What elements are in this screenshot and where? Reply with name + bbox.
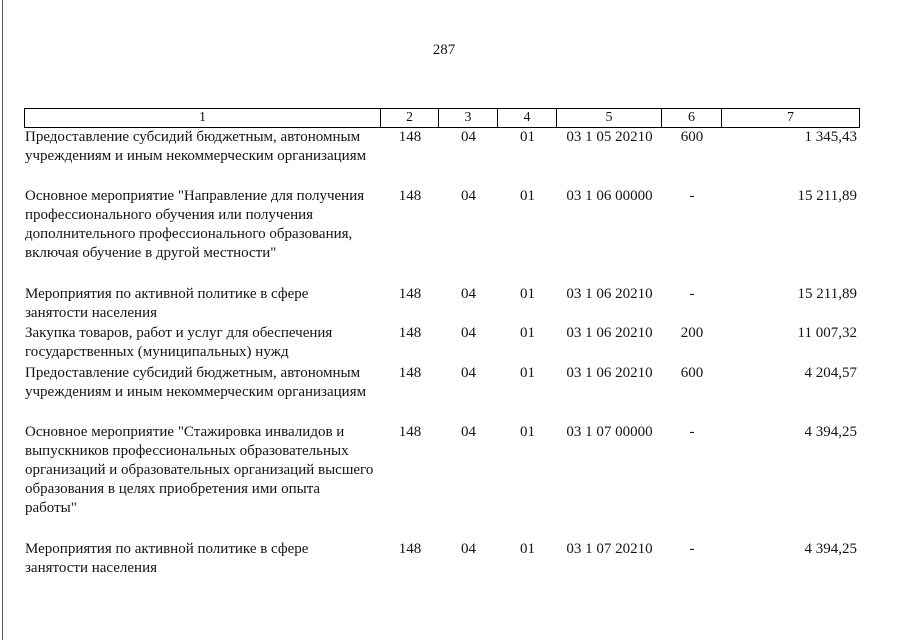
row-code-col3: 04	[461, 286, 476, 302]
row-code-col2: 148	[398, 365, 422, 381]
row-amount: 4 394,25	[804, 424, 857, 440]
row-name: Закупка товаров, работ и услуг для обеспечения государственных (муниципальных) нужд	[25, 325, 333, 360]
row-code-col4: 01	[520, 286, 535, 302]
row-code-col2: 148	[398, 129, 422, 145]
row-code-col4: 01	[520, 365, 535, 381]
row-name: Мероприятия по активной политике в сфере занятости населения	[25, 541, 309, 576]
scan-edge-line	[2, 0, 3, 640]
row-amount: 15 211,89	[797, 188, 857, 204]
row-code-col6: 200	[680, 325, 704, 341]
row-code-col5: 03 1 06 00000	[566, 188, 653, 204]
page-number: 287	[432, 42, 456, 58]
row-amount: 4 204,57	[804, 365, 857, 381]
row-name: Основное мероприятие "Стажировка инвалидов и выпускников профессиональных образовательных организаций и образовательных организаций высшего образования в целях приобретения ими опыта работы"	[25, 424, 374, 516]
header-col-5: 5	[557, 108, 662, 128]
row-code-col4: 01	[520, 325, 535, 341]
row-code-col4: 01	[520, 129, 535, 145]
row-code-col6: -	[689, 286, 695, 302]
row-name: Мероприятия по активной политике в сфере занятости населения	[25, 286, 309, 321]
row-name: Основное мероприятие "Направление для получения профессионального обучения или получения дополнительного профессионального образования, включая обучение в другой местности"	[25, 188, 365, 261]
table-header-row	[24, 108, 860, 128]
row-amount: 1 345,43	[804, 129, 857, 145]
row-code-col2: 148	[398, 424, 422, 440]
row-code-col2: 148	[398, 541, 422, 557]
table-row	[24, 364, 860, 402]
table-row	[24, 128, 860, 166]
table-row	[24, 540, 860, 578]
row-code-col2: 148	[398, 188, 422, 204]
row-code-col6: -	[689, 541, 695, 557]
header-col-7: 7	[722, 108, 860, 128]
row-code-col4: 01	[520, 541, 535, 557]
row-code-col3: 04	[461, 325, 476, 341]
row-code-col5: 03 1 06 20210	[566, 286, 653, 302]
header-col-3: 3	[439, 108, 498, 128]
row-code-col6: 600	[680, 365, 704, 381]
table-row	[24, 187, 860, 263]
row-code-col3: 04	[461, 188, 476, 204]
row-code-col5: 03 1 06 20210	[566, 365, 653, 381]
row-code-col4: 01	[520, 188, 535, 204]
row-name: Предоставление субсидий бюджетным, автономным учреждениям и иным некоммерческим организациям	[25, 129, 367, 164]
row-code-col4: 01	[520, 424, 535, 440]
row-code-col2: 148	[398, 286, 422, 302]
header-col-4: 4	[498, 108, 557, 128]
row-code-col5: 03 1 05 20210	[566, 129, 653, 145]
row-code-col5: 03 1 07 20210	[566, 541, 653, 557]
table-row	[24, 423, 860, 518]
table-row	[24, 285, 860, 323]
row-name: Предоставление субсидий бюджетным, автономным учреждениям и иным некоммерческим организациям	[25, 365, 367, 400]
header-col-6: 6	[662, 108, 722, 128]
row-code-col3: 04	[461, 541, 476, 557]
row-amount: 11 007,32	[797, 325, 857, 341]
row-code-col2: 148	[398, 325, 422, 341]
header-col-1: 1	[24, 108, 381, 128]
row-code-col6: -	[689, 424, 695, 440]
header-col-2: 2	[381, 108, 439, 128]
row-amount: 4 394,25	[804, 541, 857, 557]
row-code-col3: 04	[461, 129, 476, 145]
table-row	[24, 324, 860, 362]
row-code-col6: -	[689, 188, 695, 204]
row-code-col6: 600	[680, 129, 704, 145]
row-code-col3: 04	[461, 424, 476, 440]
row-code-col5: 03 1 07 00000	[566, 424, 653, 440]
row-amount: 15 211,89	[797, 286, 857, 302]
row-code-col3: 04	[461, 365, 476, 381]
row-code-col5: 03 1 06 20210	[566, 325, 653, 341]
